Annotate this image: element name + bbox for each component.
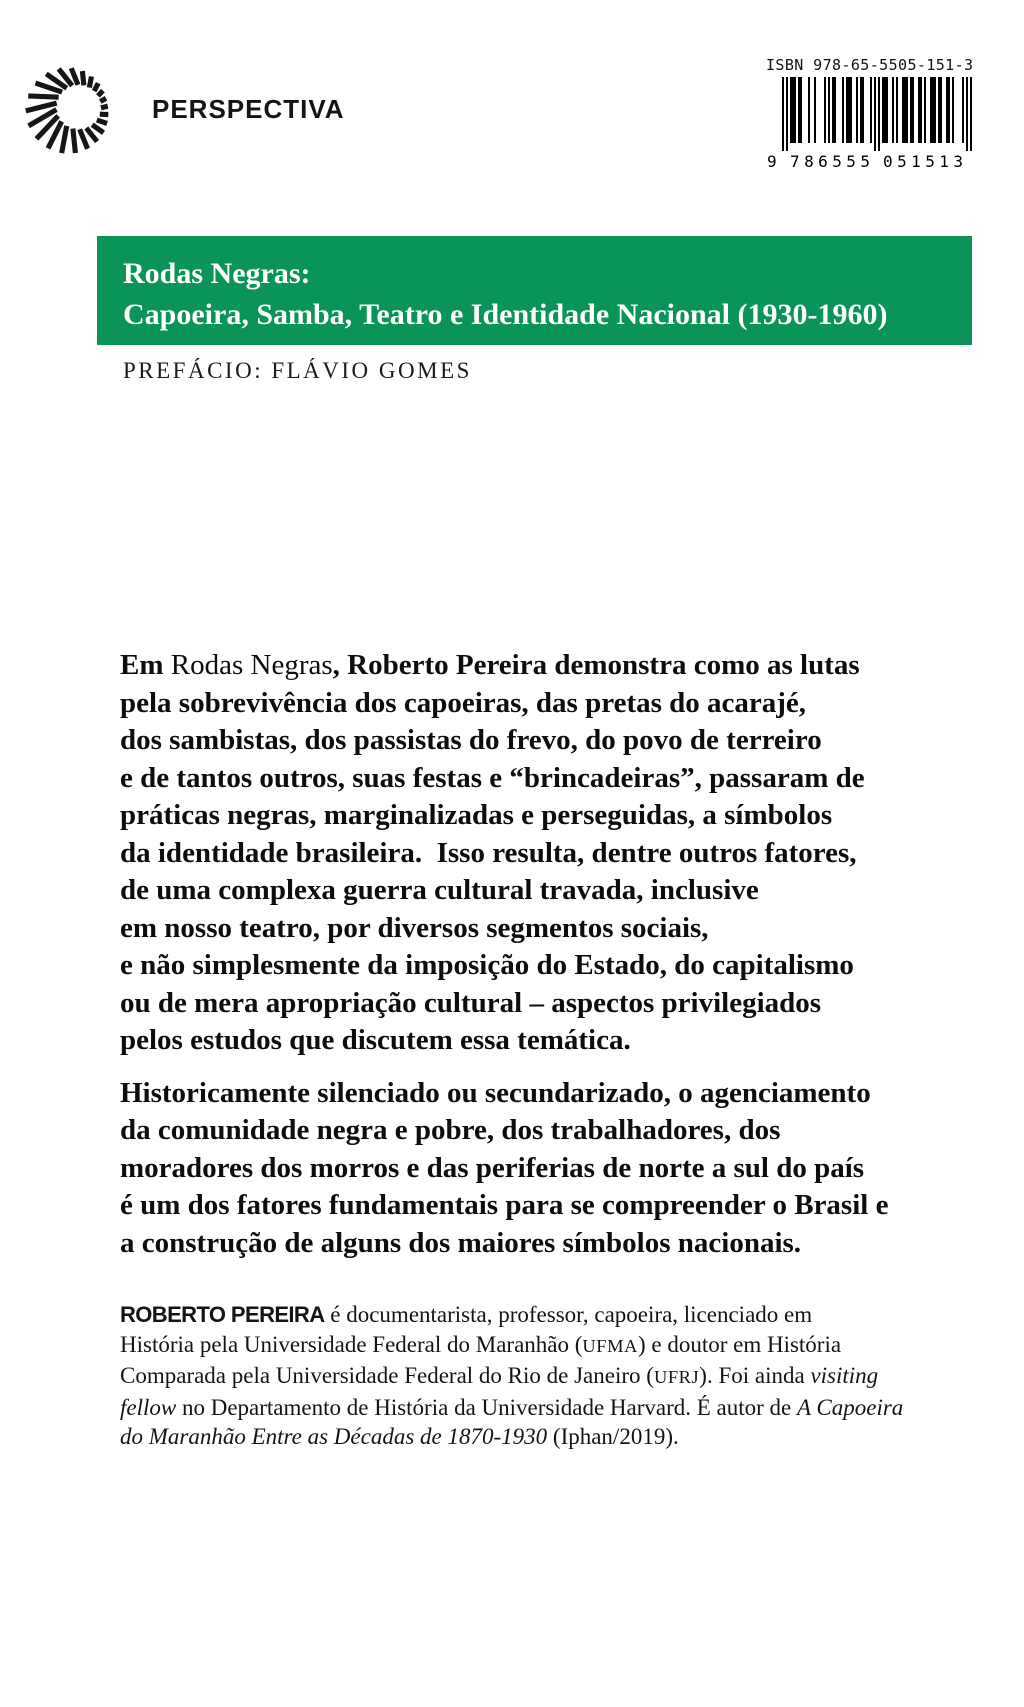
title-banner xyxy=(97,236,972,345)
text-run: UFRJ xyxy=(653,1367,700,1388)
svg-text:9: 9 xyxy=(767,152,777,169)
text-line xyxy=(120,685,888,723)
text-run: é um dos fatores fundamentais para se compreender o Brasil e xyxy=(120,1189,889,1221)
text-run: A Capoeira xyxy=(797,1394,904,1420)
text-run: pelos estudos que discutem essa temática. xyxy=(120,1024,631,1056)
text-run: História pela Universidade Federal do Maranhão ( xyxy=(120,1331,583,1357)
text-run: Historicamente silenciado ou secundarizado, o agenciamento xyxy=(120,1076,871,1109)
text-line xyxy=(120,797,888,835)
text-run: da comunidade negra e pobre, dos trabalhadores, dos xyxy=(120,1114,781,1146)
text-line xyxy=(120,1225,888,1263)
text-line xyxy=(120,1075,888,1113)
text-run: ou de mera apropriação cultural – aspectos privilegiados xyxy=(120,986,822,1019)
text-run: ) e doutor em História xyxy=(637,1331,842,1357)
text-run: fellow xyxy=(120,1394,177,1420)
text-run: é documentarista, professor, capoeira, licenciado em xyxy=(324,1302,813,1327)
text-run: ). Foi ainda xyxy=(699,1363,811,1389)
text-run: pela sobrevivência dos capoeiras, das pretas do acarajé, xyxy=(120,686,807,719)
svg-text:786555: 786555 xyxy=(790,152,870,169)
text-line xyxy=(120,1330,903,1362)
text-run: visiting xyxy=(810,1363,879,1389)
text-run: da identidade brasileira. Isso resulta, dentre outros fatores, xyxy=(120,836,857,869)
text-line xyxy=(120,1393,903,1423)
text-run: no Departamento de História da Universidade Harvard. É autor de xyxy=(176,1394,798,1420)
text-line xyxy=(120,1300,903,1330)
book-title-line2: Capoeira, Samba, Teatro e Identidade Nacional (1930-1960) xyxy=(123,298,888,331)
text-line xyxy=(120,760,888,798)
text-run: e de tantos outros, suas festas e “brincadeiras”, passaram de xyxy=(120,761,865,794)
synopsis-paragraph xyxy=(120,647,888,1060)
synopsis-paragraph xyxy=(120,1075,888,1263)
text-run: em nosso teatro, por diversos segmentos sociais, xyxy=(120,911,709,944)
text-run: Comparada pela Universidade Federal do Rio de Janeiro ( xyxy=(120,1363,654,1389)
text-run: , Roberto Pereira demonstra como as lutas xyxy=(332,649,860,681)
text-run: ROBERTO PEREIRA xyxy=(120,1302,325,1327)
publisher-brand-block xyxy=(22,50,345,164)
preface-line: PREFÁCIO: FLÁVIO GOMES xyxy=(123,358,472,383)
text-line xyxy=(120,1022,888,1060)
text-run: dos sambistas, dos passistas do frevo, do povo de terreiro xyxy=(120,724,822,756)
isbn-label: ISBN 978-65-5505-151-3 xyxy=(766,56,974,74)
svg-text:051513: 051513 xyxy=(883,152,963,169)
text-run: e não simplesmente da imposição do Estado, do capitalismo xyxy=(120,949,854,981)
text-line xyxy=(120,835,888,873)
text-line xyxy=(120,1150,888,1188)
text-run: Rodas Negras xyxy=(170,649,333,681)
synopsis-block xyxy=(120,647,888,1262)
text-line xyxy=(120,1422,903,1452)
book-title-line1: Rodas Negras: xyxy=(123,257,311,290)
text-run: (Iphan/2019). xyxy=(547,1424,679,1450)
text-run: UFMA xyxy=(582,1335,638,1356)
text-run: a construção de alguns dos maiores símbolos nacionais. xyxy=(120,1226,802,1259)
text-line xyxy=(120,722,888,760)
text-run: Em xyxy=(120,649,171,681)
text-run: de uma complexa guerra cultural travada, inclusive xyxy=(120,874,759,906)
text-run: do Maranhão Entre as Décadas de 1870-1930 xyxy=(120,1424,548,1450)
text-line xyxy=(120,947,888,985)
author-bio-block xyxy=(120,1300,903,1452)
ean13-barcode xyxy=(766,77,972,169)
text-line xyxy=(120,647,888,685)
text-line xyxy=(120,1112,888,1150)
text-run: práticas negras, marginalizadas e perseguidas, a símbolos xyxy=(120,799,833,831)
perspectiva-starburst-logo-icon xyxy=(22,50,136,164)
text-line xyxy=(120,910,888,948)
text-run: moradores dos morros e das periferias de norte a sul do país xyxy=(120,1151,865,1184)
text-line xyxy=(120,1361,903,1393)
text-line xyxy=(120,985,888,1023)
text-line xyxy=(120,1187,888,1225)
barcode-block xyxy=(766,56,972,169)
publisher-wordmark: PERSPECTIVA xyxy=(152,93,345,124)
text-line xyxy=(120,872,888,910)
